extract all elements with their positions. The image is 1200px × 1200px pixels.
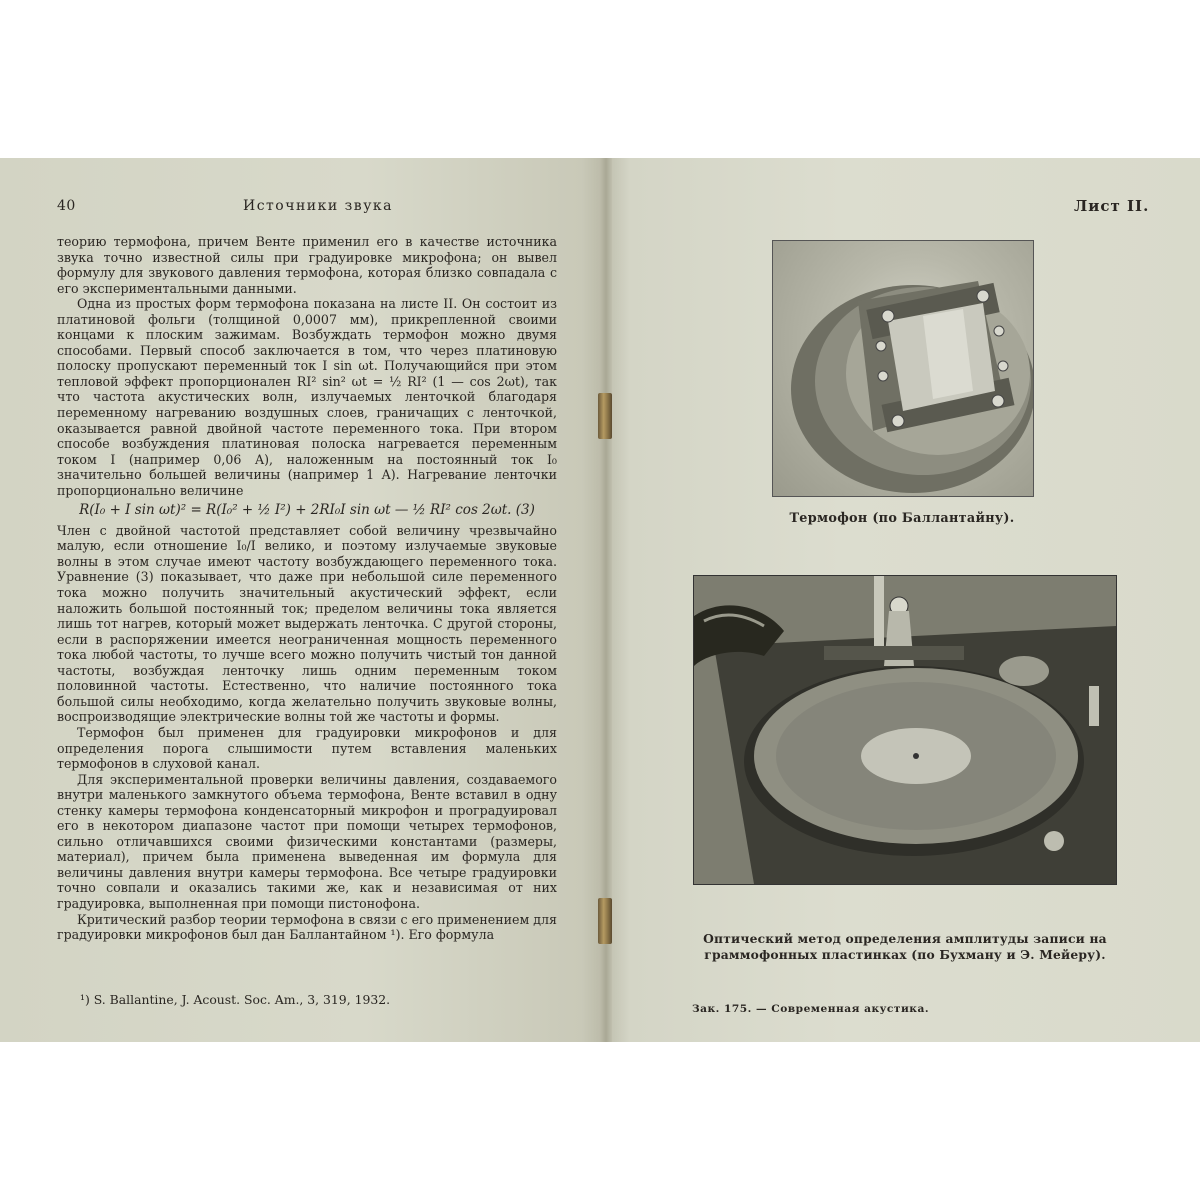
thermophone-photo: [772, 240, 1034, 497]
gramophone-photo: [693, 575, 1117, 885]
gramophone-illustration: [694, 576, 1116, 884]
imprint: Зак. 175. — Современная акустика.: [692, 1003, 930, 1015]
body-text: [57, 234, 557, 943]
book-spread: [0, 158, 1200, 1042]
paragraph-4: Термофон был применен для градуировки микрофонов и для определения порога слышимости путем вставления маленьких термофонов в слуховой канал.: [57, 724, 557, 772]
paragraph-1: теорию термофона, причем Венте применил его в качестве источника звука точно известной силы при градуировке микрофона; он вывел формулу для звукового давления термофона, которая близко совпадала с его экспериментальными данными.: [57, 234, 557, 296]
equation-3: R(I₀ + I sin ωt)² = R(I₀² + ½ I²) + 2RI₀I sin ωt — ½ RI² cos 2ωt. (3): [79, 502, 535, 519]
figure1-caption: Термофон (по Баллантайну).: [789, 511, 1015, 526]
figure2-caption: Оптический метод определения амплитуды записи на граммофонных пластинках (по Бухману и Э. Мейеру).: [703, 931, 1107, 962]
paragraph-6: Критический разбор теории термофона в связи с его применением для градуировки микрофонов был дан Баллантайном ¹). Его формула: [57, 911, 557, 943]
thermophone-illustration: [773, 241, 1033, 496]
sheet-label: Лист II.: [1074, 197, 1150, 215]
running-head: Источники звука: [243, 198, 394, 214]
paragraph-2: Одна из простых форм термофона показана на листе II. Он состоит из платиновой фольги (толщиной 0,0007 мм), прикрепленной своими концами к плоским зажимам. Возбуждать термофон можно двумя способами. Первый способ заключается в том, что через платиновую полоску пропускают переменный ток I sin ωt. Получающийся при этом тепловой эффект пропорционален RI² sin² ωt = ½ RI² (1 — cos 2ωt), так что частота акустических волн, излучаемых ленточкой благодаря переменному нагреванию воздушных слоев, граничащих с ленточкой, оказывается равной двойной частоте переменного тока. При втором способе возбуждения платиновая полоска нагревается переменным током I (например 0,06 A), наложенным на постоянный ток I₀ значительно большей величины (например 1 A). Нагревание ленточки пропорционально величине: [57, 296, 557, 498]
staple-bottom: [598, 898, 612, 944]
paragraph-5: Для экспериментальной проверки величины давления, создаваемого внутри маленького замкнутого объема термофона, Венте вставил в одну стенку камеры термофона конденсаторный микрофон и проградуировал его в некотором диапазоне частот при помощи четырех термофонов, сильно отличавшихся своими физическими константами (размеры, материал), причем была применена выведенная им формула для величины давления внутри камеры термофона. Все четыре градуировки точно совпали и оказались такими же, как и независимая от них градуировка, выполненная при помощи пистонофона.: [57, 771, 557, 911]
staple-top: [598, 393, 612, 439]
footnote: ¹) S. Ballantine, J. Acoust. Soc. Am., 3, 319, 1932.: [80, 992, 391, 1007]
left-page: [0, 158, 606, 1042]
page-number: 40: [57, 198, 76, 214]
paragraph-3: Член с двойной частотой представляет собой величину чрезвычайно малую, если отношение I₀/I велико, и поэтому излучаемые звуковые волны в этом случае имеют частоту возбуждающего переменного тока. Уравнение (3) показывает, что даже при небольшой силе переменного тока можно получить значительный акустический эффект, если наложить большой постоянный ток; пределом величины тока является лишь тот нагрев, который может выдержать ленточка. С другой стороны, если в распоряжении имеется неограниченная мощность переменного тока любой частоты, то лучше всего можно получить чистый тон данной частоты, возбуждая ленточку лишь одним переменным током половинной частоты. Естественно, что наличие постоянного тока большой силы необходимо, когда желательно получить звуковые волны, воспроизводящие электрические волны той же частоты и формы.: [57, 522, 557, 725]
